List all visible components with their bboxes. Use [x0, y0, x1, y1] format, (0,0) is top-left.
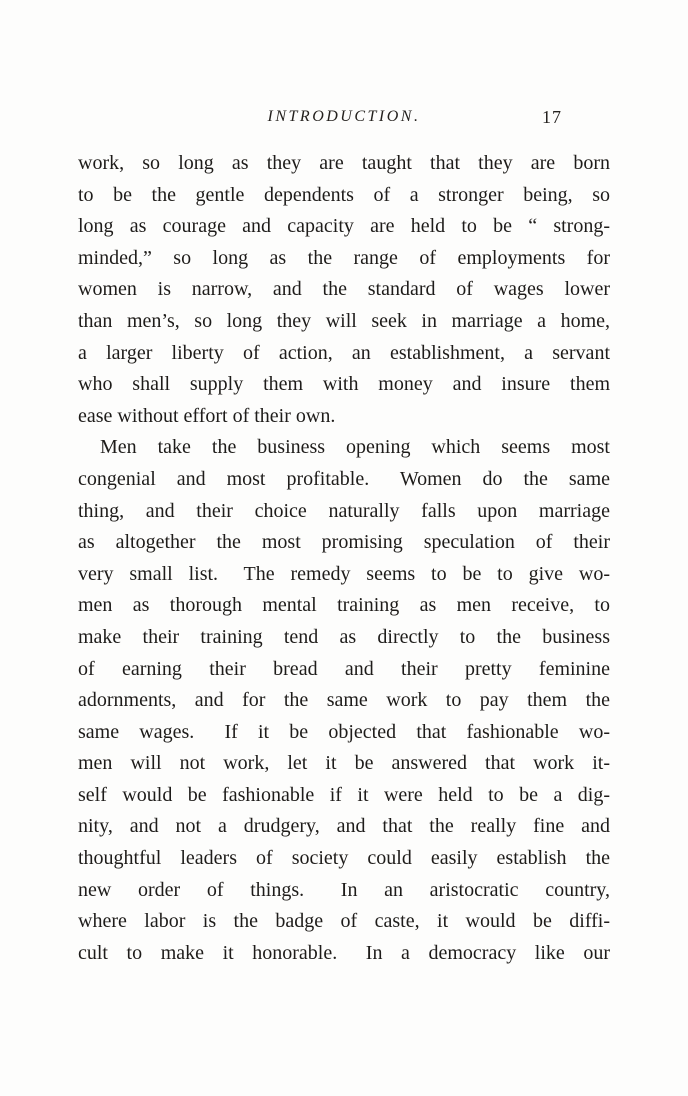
text-line: very small list. The remedy seems to be to give wo- — [78, 562, 610, 585]
text-line: as altogether the most promising speculation of their — [78, 531, 610, 554]
text-line: congenial and most profitable. Women do the same — [78, 467, 610, 490]
text-line: than men’s, so long they will seek in marriage a home, — [78, 309, 610, 332]
text-line: adornments, and for the same work to pay them the — [78, 689, 610, 712]
text-line: Men take the business opening which seems most — [100, 436, 610, 459]
text-line: self would be fashionable if it were held to be a dig- — [78, 783, 610, 806]
text-line: women is narrow, and the standard of wages lower — [78, 278, 610, 301]
text-line: cult to make it honorable. In a democracy like our — [78, 941, 610, 964]
text-block — [78, 148, 610, 969]
text-line: thing, and their choice naturally falls upon marriage — [78, 499, 610, 522]
text-line: of earning their bread and their pretty feminine — [78, 657, 610, 680]
text-line: a larger liberty of action, an establishment, a servant — [78, 341, 610, 364]
header-title: INTRODUCTION. — [267, 108, 421, 125]
text-line: minded,” so long as the range of employments for — [78, 246, 610, 269]
paragraph — [78, 432, 610, 969]
text-line: long as courage and capacity are held to be “ strong- — [78, 215, 610, 238]
text-line: new order of things. In an aristocratic country, — [78, 878, 610, 901]
text-line: where labor is the badge of caste, it would be diffi- — [78, 910, 610, 933]
text-line: men will not work, let it be answered that work it- — [78, 752, 610, 775]
text-line: ease without effort of their own. — [78, 404, 336, 427]
text-line: to be the gentle dependents of a stronger being, so — [78, 183, 610, 206]
text-line: men as thorough mental training as men receive, to — [78, 594, 610, 617]
text-line: work, so long as they are taught that they are born — [78, 152, 610, 174]
running-header — [78, 108, 610, 134]
text-line: thoughtful leaders of society could easily establish the — [78, 847, 610, 870]
text-line: make their training tend as directly to the business — [78, 625, 610, 648]
paragraph — [78, 148, 610, 432]
text-line: same wages. If it be objected that fashionable wo- — [78, 720, 610, 743]
page-number: 17 — [542, 107, 562, 127]
text-line: nity, and not a drudgery, and that the really fine and — [78, 815, 610, 838]
text-line: who shall supply them with money and insure them — [78, 373, 610, 396]
